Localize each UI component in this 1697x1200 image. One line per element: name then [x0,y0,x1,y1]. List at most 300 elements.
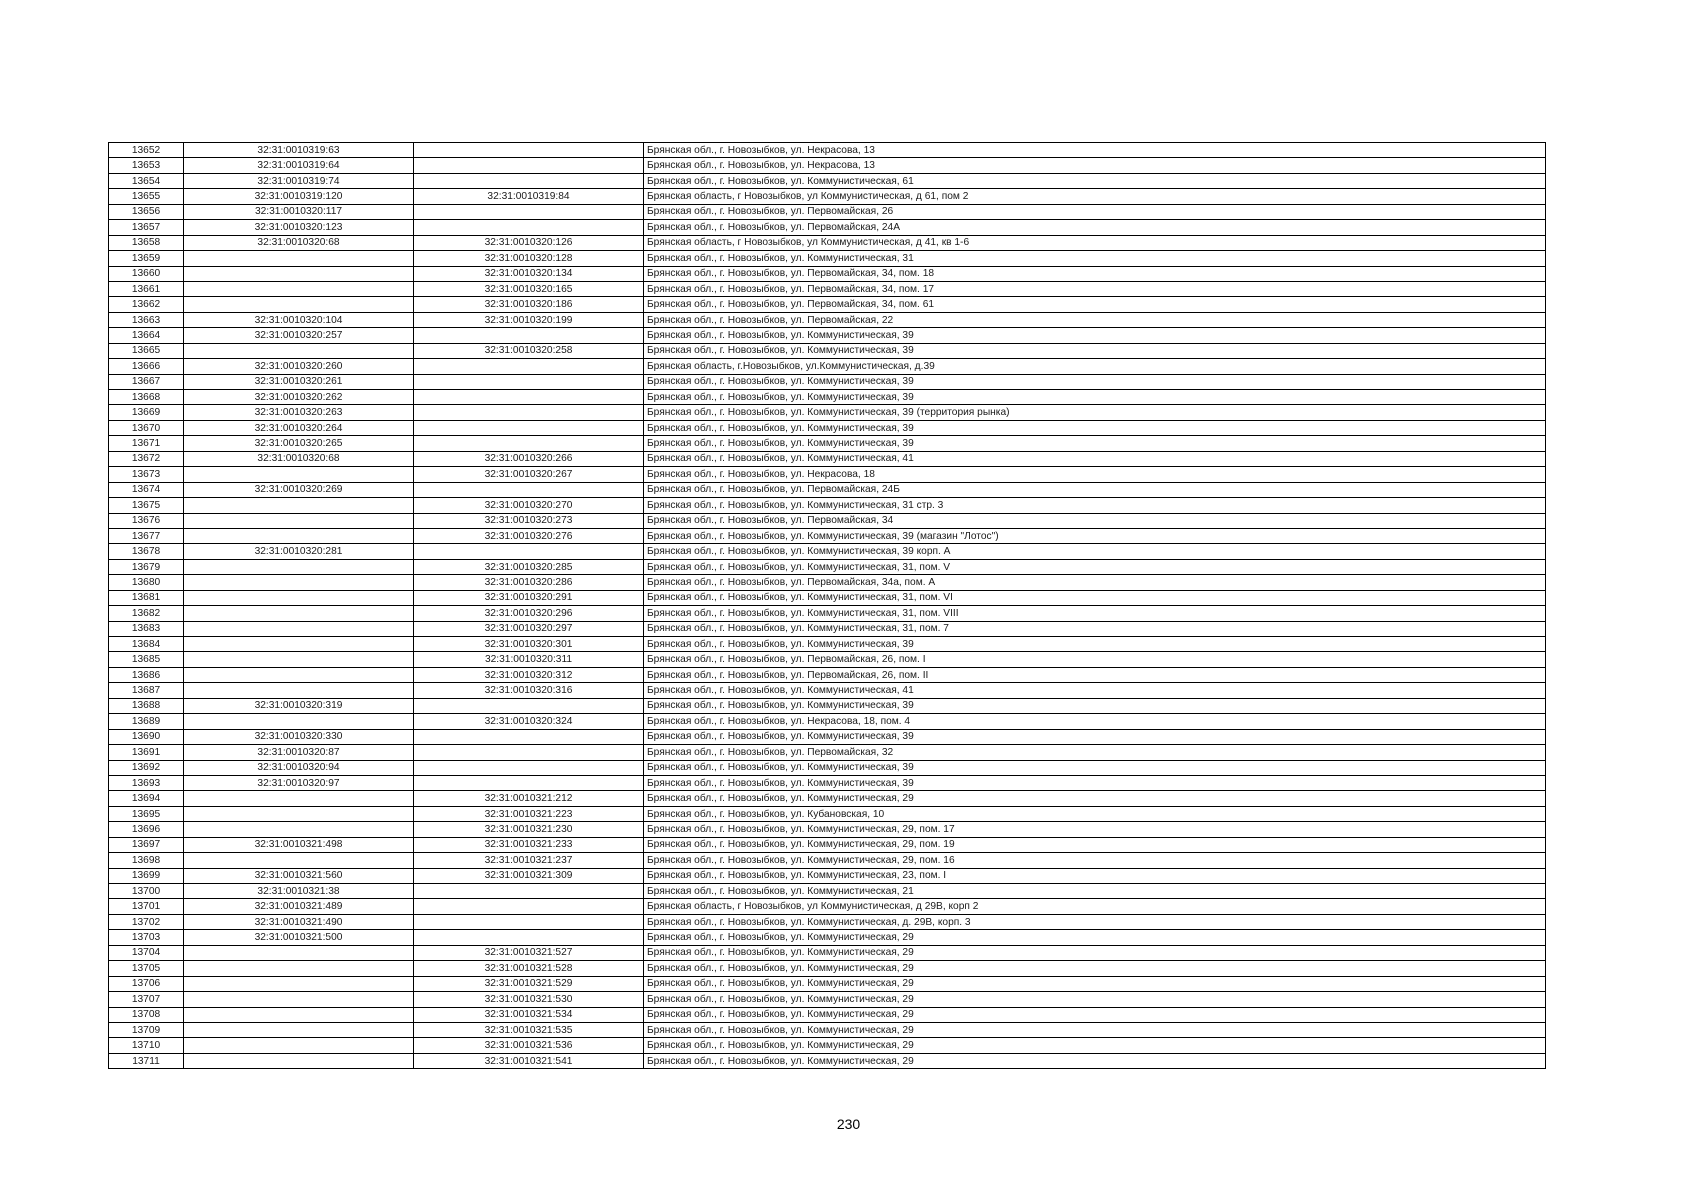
table-row [109,1007,1546,1022]
address-cell: Брянская обл., г. Новозыбков, ул. Коммунистическая, 39 [644,760,1546,775]
row-number: 13693 [109,775,184,790]
address-cell: Брянская обл., г. Новозыбков, ул. Коммунистическая, 21 [644,884,1546,899]
cadastral-number-cell: 32:31:0010320:94 [184,760,414,775]
related-cadastral-number-cell [414,760,644,775]
cadastral-number-cell [184,559,414,574]
related-cadastral-number-cell [414,884,644,899]
related-cadastral-number-cell: 32:31:0010320:316 [414,683,644,698]
row-number: 13663 [109,312,184,327]
row-number: 13677 [109,528,184,543]
related-cadastral-number-cell: 32:31:0010321:527 [414,945,644,960]
cadastral-number-cell [184,467,414,482]
table-row [109,528,1546,543]
table-row [109,899,1546,914]
row-number: 13670 [109,420,184,435]
related-cadastral-number-cell [414,143,644,158]
cadastral-number-cell [184,1053,414,1068]
address-cell: Брянская обл., г. Новозыбков, ул. Первомайская, 24А [644,220,1546,235]
cadastral-number-cell [184,667,414,682]
address-cell: Брянская обл., г. Новозыбков, ул. Коммунистическая, 39 [644,775,1546,790]
table-row [109,436,1546,451]
cadastral-number-cell: 32:31:0010320:117 [184,204,414,219]
address-cell: Брянская обл., г. Новозыбков, ул. Коммунистическая, 39 [644,637,1546,652]
cadastral-number-cell [184,1022,414,1037]
address-cell: Брянская обл., г. Новозыбков, ул. Коммунистическая, 29 [644,1038,1546,1053]
table-row [109,498,1546,513]
row-number: 13662 [109,297,184,312]
related-cadastral-number-cell: 32:31:0010320:297 [414,621,644,636]
related-cadastral-number-cell: 32:31:0010321:535 [414,1022,644,1037]
table-row [109,1022,1546,1037]
address-cell: Брянская обл., г. Новозыбков, ул. Коммунистическая, 31 [644,251,1546,266]
cadastral-number-cell: 32:31:0010320:265 [184,436,414,451]
row-number: 13659 [109,251,184,266]
address-cell: Брянская обл., г. Новозыбков, ул. Коммунистическая, 29 [644,1053,1546,1068]
related-cadastral-number-cell: 32:31:0010320:291 [414,590,644,605]
related-cadastral-number-cell: 32:31:0010321:212 [414,791,644,806]
cadastral-number-cell: 32:31:0010320:281 [184,544,414,559]
row-number: 13699 [109,868,184,883]
related-cadastral-number-cell [414,544,644,559]
related-cadastral-number-cell: 32:31:0010321:230 [414,822,644,837]
row-number: 13671 [109,436,184,451]
address-cell: Брянская обл., г. Новозыбков, ул. Коммунистическая, 61 [644,173,1546,188]
page-number: 230 [836,1116,861,1132]
related-cadastral-number-cell: 32:31:0010321:233 [414,837,644,852]
table-row [109,189,1546,204]
cadastral-number-cell [184,621,414,636]
table-row [109,420,1546,435]
table-row [109,143,1546,158]
related-cadastral-number-cell: 32:31:0010319:84 [414,189,644,204]
related-cadastral-number-cell: 32:31:0010321:534 [414,1007,644,1022]
address-cell: Брянская обл., г. Новозыбков, ул. Коммунистическая, 31, пом. 7 [644,621,1546,636]
row-number: 13701 [109,899,184,914]
address-cell: Брянская обл., г. Новозыбков, ул. Коммунистическая, 39 [644,420,1546,435]
cadastral-number-cell: 32:31:0010321:38 [184,884,414,899]
row-number: 13655 [109,189,184,204]
row-number: 13665 [109,343,184,358]
table-row [109,173,1546,188]
row-number: 13667 [109,374,184,389]
cadastral-number-cell: 32:31:0010320:68 [184,235,414,250]
related-cadastral-number-cell: 32:31:0010320:276 [414,528,644,543]
cadastral-number-cell: 32:31:0010320:123 [184,220,414,235]
cadastral-number-cell [184,714,414,729]
address-cell: Брянская обл., г. Новозыбков, ул. Некрасова, 13 [644,143,1546,158]
address-cell: Брянская обл., г. Новозыбков, ул. Коммунистическая, 29 [644,961,1546,976]
table-row [109,281,1546,296]
row-number: 13686 [109,667,184,682]
table-row [109,652,1546,667]
related-cadastral-number-cell: 32:31:0010321:223 [414,806,644,821]
related-cadastral-number-cell: 32:31:0010320:126 [414,235,644,250]
related-cadastral-number-cell: 32:31:0010320:267 [414,467,644,482]
table-row [109,390,1546,405]
table-row [109,359,1546,374]
related-cadastral-number-cell [414,328,644,343]
address-cell: Брянская обл., г. Новозыбков, ул. Коммунистическая, 31, пом. VI [644,590,1546,605]
table-row [109,451,1546,466]
related-cadastral-number-cell: 32:31:0010320:266 [414,451,644,466]
cadastral-number-cell [184,498,414,513]
related-cadastral-number-cell [414,914,644,929]
related-cadastral-number-cell: 32:31:0010320:296 [414,606,644,621]
row-number: 13658 [109,235,184,250]
cadastral-number-cell [184,251,414,266]
cadastral-number-cell: 32:31:0010319:74 [184,173,414,188]
cadastral-number-cell [184,297,414,312]
address-cell: Брянская обл., г. Новозыбков, ул. Коммунистическая, 29 [644,791,1546,806]
table-row [109,976,1546,991]
table-row [109,606,1546,621]
row-number: 13669 [109,405,184,420]
table-row [109,930,1546,945]
related-cadastral-number-cell: 32:31:0010321:529 [414,976,644,991]
address-cell: Брянская обл., г. Новозыбков, ул. Коммунистическая, 39 корп. А [644,544,1546,559]
cadastral-number-cell [184,637,414,652]
cadastral-number-cell: 32:31:0010320:269 [184,482,414,497]
address-cell: Брянская обл., г. Новозыбков, ул. Коммунистическая, 29 [644,930,1546,945]
related-cadastral-number-cell: 32:31:0010320:258 [414,343,644,358]
row-number: 13709 [109,1022,184,1037]
table-row [109,1038,1546,1053]
cadastral-table [108,142,1546,1069]
address-cell: Брянская обл., г. Новозыбков, ул. Коммунистическая, 39 [644,698,1546,713]
row-number: 13654 [109,173,184,188]
table-body [109,143,1546,1069]
address-cell: Брянская область, г Новозыбков, ул Коммунистическая, д 61, пом 2 [644,189,1546,204]
cadastral-number-cell: 32:31:0010320:97 [184,775,414,790]
row-number: 13690 [109,729,184,744]
row-number: 13672 [109,451,184,466]
cadastral-number-cell: 32:31:0010321:490 [184,914,414,929]
cadastral-number-cell [184,513,414,528]
address-cell: Брянская обл., г. Новозыбков, ул. Некрасова, 13 [644,158,1546,173]
table-row [109,204,1546,219]
cadastral-number-cell [184,822,414,837]
row-number: 13696 [109,822,184,837]
cadastral-number-cell [184,281,414,296]
related-cadastral-number-cell [414,204,644,219]
cadastral-number-cell [184,652,414,667]
address-cell: Брянская обл., г. Новозыбков, ул. Первомайская, 34 [644,513,1546,528]
row-number: 13688 [109,698,184,713]
address-cell: Брянская обл., г. Новозыбков, ул. Некрасова, 18, пом. 4 [644,714,1546,729]
cadastral-number-cell: 32:31:0010320:68 [184,451,414,466]
related-cadastral-number-cell [414,930,644,945]
row-number: 13702 [109,914,184,929]
related-cadastral-number-cell: 32:31:0010320:324 [414,714,644,729]
related-cadastral-number-cell: 32:31:0010321:528 [414,961,644,976]
cadastral-number-cell [184,606,414,621]
cadastral-number-cell: 32:31:0010319:63 [184,143,414,158]
table-row [109,590,1546,605]
table-row [109,343,1546,358]
related-cadastral-number-cell [414,698,644,713]
address-cell: Брянская обл., г. Новозыбков, ул. Первомайская, 34, пом. 61 [644,297,1546,312]
related-cadastral-number-cell [414,173,644,188]
row-number: 13692 [109,760,184,775]
related-cadastral-number-cell: 32:31:0010321:530 [414,992,644,1007]
table-row [109,220,1546,235]
row-number: 13676 [109,513,184,528]
address-cell: Брянская область, г Новозыбков, ул Коммунистическая, д 29В, корп 2 [644,899,1546,914]
row-number: 13684 [109,637,184,652]
cadastral-number-cell: 32:31:0010320:330 [184,729,414,744]
address-cell: Брянская обл., г. Новозыбков, ул. Коммунистическая, 29 [644,992,1546,1007]
cadastral-number-cell: 32:31:0010320:261 [184,374,414,389]
address-cell: Брянская обл., г. Новозыбков, ул. Первомайская, 26, пом. I [644,652,1546,667]
related-cadastral-number-cell: 32:31:0010320:165 [414,281,644,296]
related-cadastral-number-cell: 32:31:0010320:312 [414,667,644,682]
cadastral-number-cell: 32:31:0010321:498 [184,837,414,852]
related-cadastral-number-cell [414,374,644,389]
cadastral-number-cell: 32:31:0010319:120 [184,189,414,204]
table-row [109,961,1546,976]
address-cell: Брянская обл., г. Новозыбков, ул. Коммунистическая, 29, пом. 19 [644,837,1546,852]
row-number: 13708 [109,1007,184,1022]
table-row [109,822,1546,837]
row-number: 13656 [109,204,184,219]
related-cadastral-number-cell: 32:31:0010321:536 [414,1038,644,1053]
cadastral-number-cell [184,992,414,1007]
row-number: 13683 [109,621,184,636]
address-cell: Брянская обл., г. Новозыбков, ул. Коммунистическая, 29 [644,976,1546,991]
row-number: 13681 [109,590,184,605]
table-row [109,698,1546,713]
row-number: 13695 [109,806,184,821]
address-cell: Брянская обл., г. Новозыбков, ул. Коммунистическая, 29 [644,945,1546,960]
row-number: 13680 [109,575,184,590]
cadastral-number-cell: 32:31:0010320:87 [184,745,414,760]
cadastral-number-cell: 32:31:0010320:257 [184,328,414,343]
related-cadastral-number-cell [414,745,644,760]
address-cell: Брянская обл., г. Новозыбков, ул. Коммунистическая, 39 [644,390,1546,405]
table-row [109,745,1546,760]
related-cadastral-number-cell [414,359,644,374]
table-row [109,328,1546,343]
address-cell: Брянская обл., г. Новозыбков, ул. Коммунистическая, 29 [644,1022,1546,1037]
table-row [109,775,1546,790]
row-number: 13657 [109,220,184,235]
address-cell: Брянская обл., г. Новозыбков, ул. Коммунистическая, 39 [644,328,1546,343]
row-number: 13668 [109,390,184,405]
related-cadastral-number-cell: 32:31:0010320:301 [414,637,644,652]
address-cell: Брянская обл., г. Новозыбков, ул. Коммунистическая, 39 [644,436,1546,451]
cadastral-number-cell [184,266,414,281]
cadastral-number-cell: 32:31:0010320:104 [184,312,414,327]
row-number: 13685 [109,652,184,667]
cadastral-number-cell [184,1038,414,1053]
cadastral-number-cell: 32:31:0010320:319 [184,698,414,713]
cadastral-number-cell [184,590,414,605]
row-number: 13703 [109,930,184,945]
related-cadastral-number-cell [414,220,644,235]
row-number: 13661 [109,281,184,296]
table-row [109,513,1546,528]
table-row [109,884,1546,899]
table-row [109,405,1546,420]
row-number: 13710 [109,1038,184,1053]
table-row [109,992,1546,1007]
address-cell: Брянская обл., г. Новозыбков, ул. Первомайская, 34, пом. 17 [644,281,1546,296]
address-cell: Брянская область, г.Новозыбков, ул.Коммунистическая, д.39 [644,359,1546,374]
row-number: 13705 [109,961,184,976]
table-row [109,544,1546,559]
address-cell: Брянская обл., г. Новозыбков, ул. Коммунистическая, 39 [644,343,1546,358]
row-number: 13653 [109,158,184,173]
row-number: 13707 [109,992,184,1007]
row-number: 13678 [109,544,184,559]
row-number: 13700 [109,884,184,899]
address-cell: Брянская обл., г. Новозыбков, ул. Коммунистическая, 41 [644,683,1546,698]
related-cadastral-number-cell [414,729,644,744]
row-number: 13689 [109,714,184,729]
table-row [109,312,1546,327]
address-cell: Брянская область, г Новозыбков, ул Коммунистическая, д 41, кв 1-6 [644,235,1546,250]
related-cadastral-number-cell [414,405,644,420]
row-number: 13698 [109,853,184,868]
address-cell: Брянская обл., г. Новозыбков, ул. Коммунистическая, 31 стр. 3 [644,498,1546,513]
address-cell: Брянская обл., г. Новозыбков, ул. Коммунистическая, 39 [644,729,1546,744]
cadastral-number-cell: 32:31:0010320:263 [184,405,414,420]
cadastral-number-cell [184,945,414,960]
related-cadastral-number-cell: 32:31:0010321:309 [414,868,644,883]
table-row [109,806,1546,821]
table-row [109,667,1546,682]
table-row [109,1053,1546,1068]
table-row [109,914,1546,929]
table-row [109,714,1546,729]
cadastral-number-cell: 32:31:0010321:560 [184,868,414,883]
cadastral-number-cell: 32:31:0010321:489 [184,899,414,914]
address-cell: Брянская обл., г. Новозыбков, ул. Первомайская, 22 [644,312,1546,327]
address-cell: Брянская обл., г. Новозыбков, ул. Коммунистическая, 31, пом. V [644,559,1546,574]
table-row [109,467,1546,482]
related-cadastral-number-cell [414,482,644,497]
table-row [109,791,1546,806]
row-number: 13666 [109,359,184,374]
related-cadastral-number-cell [414,775,644,790]
table-row [109,158,1546,173]
cadastral-number-cell: 32:31:0010321:500 [184,930,414,945]
address-cell: Брянская обл., г. Новозыбков, ул. Первомайская, 32 [644,745,1546,760]
row-number: 13694 [109,791,184,806]
table-row [109,945,1546,960]
table-row [109,729,1546,744]
address-cell: Брянская обл., г. Новозыбков, ул. Коммунистическая, 29, пом. 17 [644,822,1546,837]
address-cell: Брянская обл., г. Новозыбков, ул. Коммунистическая, 29, пом. 16 [644,853,1546,868]
related-cadastral-number-cell [414,390,644,405]
cadastral-number-cell: 32:31:0010320:264 [184,420,414,435]
address-cell: Брянская обл., г. Новозыбков, ул. Некрасова, 18 [644,467,1546,482]
address-cell: Брянская обл., г. Новозыбков, ул. Коммунистическая, 31, пом. VIII [644,606,1546,621]
table-row [109,637,1546,652]
row-number: 13679 [109,559,184,574]
address-cell: Брянская обл., г. Новозыбков, ул. Кубановская, 10 [644,806,1546,821]
row-number: 13697 [109,837,184,852]
table-row [109,374,1546,389]
table-row [109,559,1546,574]
cadastral-number-cell: 32:31:0010319:64 [184,158,414,173]
address-cell: Брянская обл., г. Новозыбков, ул. Коммунистическая, д. 29В, корп. 3 [644,914,1546,929]
related-cadastral-number-cell: 32:31:0010320:311 [414,652,644,667]
table-row [109,235,1546,250]
related-cadastral-number-cell: 32:31:0010320:199 [414,312,644,327]
related-cadastral-number-cell: 32:31:0010320:186 [414,297,644,312]
related-cadastral-number-cell: 32:31:0010320:285 [414,559,644,574]
row-number: 13660 [109,266,184,281]
cadastral-number-cell: 32:31:0010320:262 [184,390,414,405]
row-number: 13675 [109,498,184,513]
row-number: 13706 [109,976,184,991]
cadastral-number-cell: 32:31:0010320:260 [184,359,414,374]
row-number: 13704 [109,945,184,960]
related-cadastral-number-cell [414,158,644,173]
address-cell: Брянская обл., г. Новозыбков, ул. Коммунистическая, 41 [644,451,1546,466]
row-number: 13673 [109,467,184,482]
related-cadastral-number-cell: 32:31:0010320:286 [414,575,644,590]
table-row [109,837,1546,852]
address-cell: Брянская обл., г. Новозыбков, ул. Коммунистическая, 29 [644,1007,1546,1022]
cadastral-number-cell [184,575,414,590]
related-cadastral-number-cell: 32:31:0010321:541 [414,1053,644,1068]
table-row [109,482,1546,497]
row-number: 13664 [109,328,184,343]
cadastral-number-cell [184,806,414,821]
table-row [109,575,1546,590]
address-cell: Брянская обл., г. Новозыбков, ул. Первомайская, 26 [644,204,1546,219]
table-row [109,853,1546,868]
address-cell: Брянская обл., г. Новозыбков, ул. Первомайская, 24Б [644,482,1546,497]
address-cell: Брянская обл., г. Новозыбков, ул. Первомайская, 34, пом. 18 [644,266,1546,281]
row-number: 13682 [109,606,184,621]
address-cell: Брянская обл., г. Новозыбков, ул. Первомайская, 26, пом. II [644,667,1546,682]
related-cadastral-number-cell [414,899,644,914]
row-number: 13674 [109,482,184,497]
row-number: 13691 [109,745,184,760]
table-row [109,683,1546,698]
address-cell: Брянская обл., г. Новозыбков, ул. Коммунистическая, 39 [644,374,1546,389]
address-cell: Брянская обл., г. Новозыбков, ул. Коммунистическая, 39 (территория рынка) [644,405,1546,420]
table-row [109,868,1546,883]
address-cell: Брянская обл., г. Новозыбков, ул. Первомайская, 34а, пом. А [644,575,1546,590]
cadastral-number-cell [184,791,414,806]
related-cadastral-number-cell: 32:31:0010320:273 [414,513,644,528]
table-row [109,297,1546,312]
cadastral-number-cell [184,976,414,991]
table-row [109,251,1546,266]
cadastral-number-cell [184,1007,414,1022]
table-row [109,621,1546,636]
address-cell: Брянская обл., г. Новозыбков, ул. Коммунистическая, 39 (магазин "Лотос") [644,528,1546,543]
cadastral-number-cell [184,343,414,358]
related-cadastral-number-cell: 32:31:0010320:270 [414,498,644,513]
related-cadastral-number-cell [414,436,644,451]
row-number: 13652 [109,143,184,158]
cadastral-number-cell [184,683,414,698]
cadastral-number-cell [184,961,414,976]
related-cadastral-number-cell: 32:31:0010320:128 [414,251,644,266]
table-row [109,266,1546,281]
cadastral-number-cell [184,528,414,543]
row-number: 13687 [109,683,184,698]
related-cadastral-number-cell [414,420,644,435]
cadastral-number-cell [184,853,414,868]
row-number: 13711 [109,1053,184,1068]
related-cadastral-number-cell: 32:31:0010321:237 [414,853,644,868]
